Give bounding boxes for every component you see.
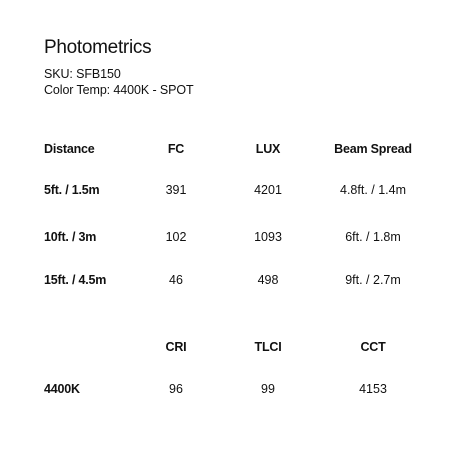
cri-cell: 96 <box>169 382 183 396</box>
cct-cell: 4153 <box>359 382 387 396</box>
page-title: Photometrics <box>44 37 152 58</box>
distance-header: Distance <box>44 142 95 156</box>
beam-spread-cell: 4.8ft. / 1.4m <box>339 183 407 197</box>
beam-spread-cell: 9ft. / 2.7m <box>345 273 401 287</box>
sku-line: SKU: SFB150 <box>44 67 121 81</box>
tlci-header: TLCI <box>254 340 282 354</box>
color-temp-cell: 4400K <box>44 382 80 396</box>
distance-cell: 5ft. / 1.5m <box>44 183 100 197</box>
beam-spread-header: Beam Spread <box>334 142 412 156</box>
cri-header: CRI <box>165 340 187 354</box>
distance-cell: 10ft. / 3m <box>44 230 97 244</box>
distance-cell: 15ft. / 4.5m <box>44 273 107 287</box>
lux-cell: 1093 <box>254 230 282 244</box>
color-temp-line: Color Temp: 4400K - SPOT <box>44 83 194 97</box>
beam-spread-cell: 6ft. / 1.8m <box>345 230 401 244</box>
lux-cell: 498 <box>257 273 279 287</box>
tlci-cell: 99 <box>261 382 275 396</box>
fc-header: FC <box>167 142 185 156</box>
lux-cell: 4201 <box>254 183 282 197</box>
fc-cell: 102 <box>165 230 187 244</box>
cct-header: CCT <box>360 340 386 354</box>
fc-cell: 391 <box>165 183 187 197</box>
lux-header: LUX <box>255 142 281 156</box>
fc-cell: 46 <box>169 273 183 287</box>
